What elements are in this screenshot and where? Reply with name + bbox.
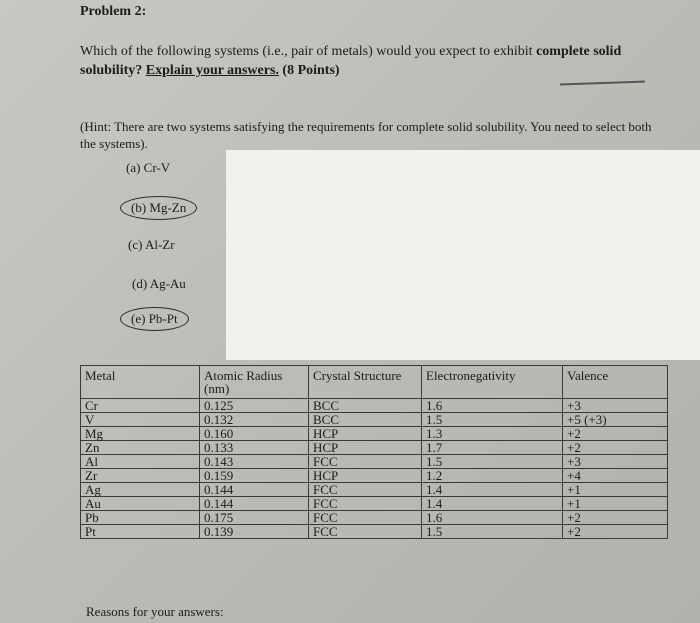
option-c[interactable]: (c) Al-Zr [128,237,175,252]
table-row [81,525,668,539]
cell-valence: +2 [563,427,668,441]
cell-crystal-structure: FCC [309,483,422,497]
cell-valence: +3 [563,455,668,469]
cell-valence: +1 [563,483,668,497]
covering-paper [226,150,700,360]
hint-text: (Hint: There are two systems satisfying the requirements for complete solid solubility. You need to select both the systems). [80,119,652,151]
cell-metal: Al [81,455,200,469]
table-row [81,441,668,455]
cell-atomic-radius: 0.175 [200,511,309,525]
question-part1: Which of the following systems (i.e., pair of metals) would you expect to exhibit [80,44,537,59]
table-row [81,511,668,525]
cell-atomic-radius: 0.144 [200,483,309,497]
cell-atomic-radius: 0.159 [200,469,309,483]
table-row [81,455,668,469]
table-row [81,469,668,483]
table-header-row [81,366,668,399]
table-row [81,427,668,441]
cell-electronegativity: 1.4 [422,497,563,511]
cell-metal: Ag [81,483,200,497]
cell-crystal-structure: FCC [309,455,422,469]
option-b[interactable]: (b) Mg-Zn [120,196,197,220]
cell-crystal-structure: HCP [309,427,422,441]
header-crystal-structure: Crystal Structure [309,366,422,399]
cell-valence: +1 [563,497,668,511]
option-d[interactable]: (d) Ag-Au [132,276,186,291]
cell-metal: Zr [81,469,200,483]
cell-valence: +2 [563,441,668,455]
option-a[interactable]: (a) Cr-V [126,160,171,175]
cell-electronegativity: 1.5 [422,455,563,469]
table-body [81,399,668,539]
cell-metal: V [81,413,200,427]
cell-electronegativity: 1.6 [422,399,563,413]
table-row [81,399,668,413]
cell-electronegativity: 1.7 [422,441,563,455]
cell-metal: Pb [81,511,200,525]
cell-crystal-structure: HCP [309,441,422,455]
cell-atomic-radius: 0.139 [200,525,309,539]
cell-valence: +3 [563,399,668,413]
cell-atomic-radius: 0.143 [200,455,309,469]
cell-metal: Mg [81,427,200,441]
cell-electronegativity: 1.4 [422,483,563,497]
question-points: (8 Points) [278,63,340,78]
cell-electronegativity: 1.6 [422,511,563,525]
cell-electronegativity: 1.2 [422,469,563,483]
cell-atomic-radius: 0.144 [200,497,309,511]
cell-atomic-radius: 0.125 [200,399,309,413]
cell-atomic-radius: 0.132 [200,413,309,427]
question-explain: Explain your answers. [145,63,279,78]
problem-title: Problem 2: [80,4,147,19]
cell-crystal-structure: FCC [309,511,422,525]
table-row [81,497,668,511]
cell-valence: +4 [563,469,668,483]
header-metal: Metal [81,366,200,399]
cell-valence: +2 [563,525,668,539]
cell-metal: Au [81,497,200,511]
question-text [80,42,650,80]
cell-crystal-structure: FCC [309,497,422,511]
question-bold: complete solid solubility? [80,44,622,78]
cell-metal: Zn [81,441,200,455]
cell-crystal-structure: BCC [309,399,422,413]
cell-crystal-structure: HCP [309,469,422,483]
cell-atomic-radius: 0.160 [200,427,309,441]
option-e[interactable]: (e) Pb-Pt [120,307,189,331]
table-row [81,413,668,427]
cell-atomic-radius: 0.133 [200,441,309,455]
header-atomic-radius: Atomic Radius (nm) [200,366,309,399]
table-row [81,483,668,497]
cell-metal: Cr [81,399,200,413]
cell-electronegativity: 1.5 [422,525,563,539]
reasons-label: Reasons for your answers: [86,604,224,619]
cell-valence: +5 (+3) [563,413,668,427]
handwritten-underline [560,81,645,86]
cell-valence: +2 [563,511,668,525]
header-valence: Valence [563,366,668,399]
header-electronegativity: Electronegativity [422,366,563,399]
cell-crystal-structure: BCC [309,413,422,427]
cell-electronegativity: 1.5 [422,413,563,427]
cell-metal: Pt [81,525,200,539]
cell-electronegativity: 1.3 [422,427,563,441]
metal-properties-table [80,365,668,539]
cell-crystal-structure: FCC [309,525,422,539]
